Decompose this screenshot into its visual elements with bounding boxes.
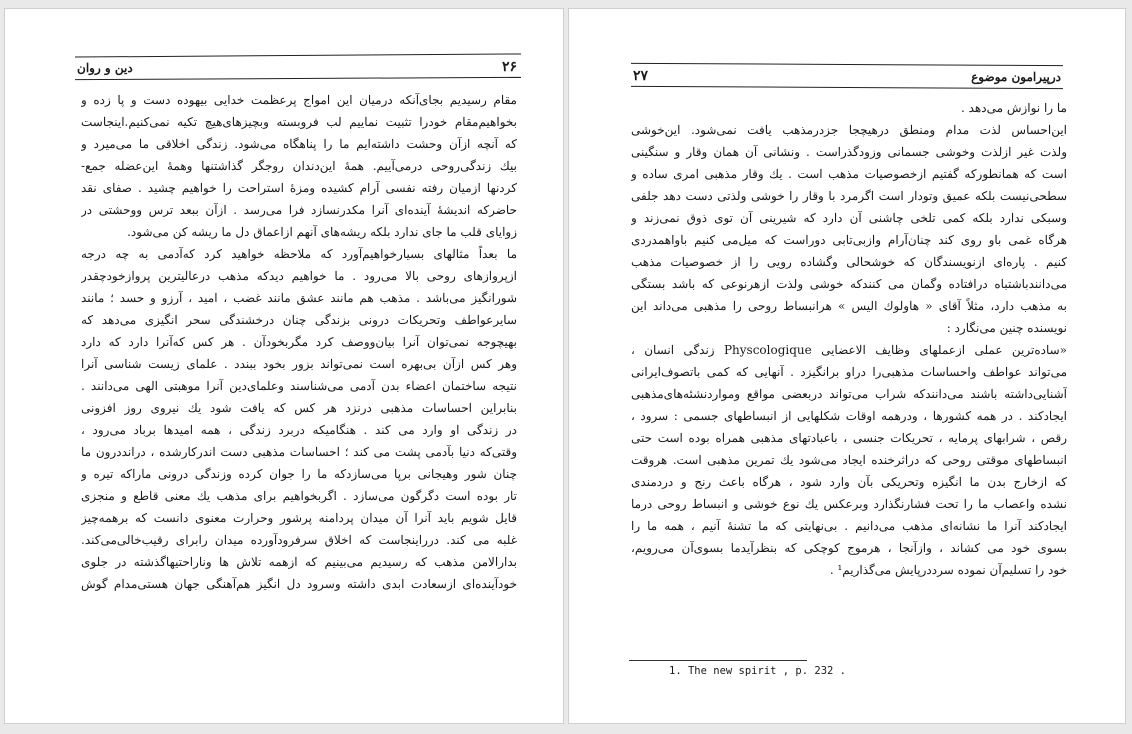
text-line: که ازخارج بدن ما انگیزه وتحریکی بآن وارد شود ، هرگاه باعث رنج و دردمندی <box>631 475 1067 489</box>
text-line: بهیچوجه نمی‌توان آنرا بیان‌ووصف کرد مگربخودآن . هر کس که‌آنرا دارد که دارد <box>81 335 517 349</box>
text-line: آشنایی‌داشته باشند می‌دانندکه شراب می‌تواند دربعضی مواقع ومواردنشئه‌های‌مذهبی <box>631 387 1067 401</box>
text-line: مقام رسیدیم بجای‌آنکه درمیان این امواج پرعظمت خدایی بیهوده دست و پا زده و <box>81 93 517 107</box>
text-line: «ساده‌ترین عملی ازعملهای وظایف الاعضایی Physcologique زندگی انسان ، <box>631 343 1067 357</box>
text-line: نتیجه ساختمان اعضاء بدن آدمی می‌شناسند وعلمای‌دین آنرا موهبتی الهی می‌دانند . <box>81 379 517 393</box>
text-line: وسبکی ندارد بلکه کمی تلخی چاشنی آن دارد که شیرینی آن توی ذوق نمی‌زند و <box>631 211 1067 225</box>
running-head <box>77 57 517 75</box>
text-line: نشده واعصاب ما را تحت فشارنگذارد وبرعکس یك نوع خوشی و انبساط روحی درما <box>631 497 1067 511</box>
running-head <box>633 66 1061 84</box>
text-line: انبساطهای موقتی روحی که درا‌ثرخنده ایجاد می‌شود یك تمرین مذهبی است. هروقت <box>631 453 1067 467</box>
text-line: ایجادکند آنرا ما نشانه‌ای مذهب می‌دانیم . بی‌نهایتی که ما تشنهٔ آنیم ، همه ما را <box>631 519 1067 533</box>
text-line: بخواهیم‌مقام خودرا تثبیت نماییم لب فروبسته وبچیزهای‌هیچ تکیه نمی‌کنیم.اینجاست <box>81 115 517 129</box>
text-line: هرگاه غمی باو روی کند چنان‌آرام وازبی‌تابی دوراست که میل‌می کنیم باواهمدردی <box>631 233 1067 247</box>
page-number: ۲۶ <box>501 59 517 75</box>
text-line: در زندگی او وارد می کند . هنگامیکه دربرد زندگی ، همه امیدها برباد می‌رود ، <box>81 423 517 437</box>
text-line: وهر کس ازآن بی‌بهره است نمی‌تواند بزور بخود ببندد . علمای زیست شناسی آنرا <box>81 357 517 371</box>
text-line: چنان شور وهیجانی برپا می‌سازدکه ما را جوان کرده وزندگی درونی ماراکه تیره و <box>81 467 517 481</box>
text-line: می‌دانندباشتباه درافتاده وگمان می کنندکه خوشی ولذت ازهرنوعی که باشد بستگی <box>631 277 1067 291</box>
text-line: ولذت غیر ازلذت وخوشی جسمانی وزودگذراست . ونشانی آن همان وقار و سنگینی <box>631 145 1067 159</box>
text-line: ایجادکند . در همه کشورها ، ودرهمه اوقات شکلهایی از انبساطهای جسمی : سرود ، <box>631 409 1067 423</box>
text-line: بیك زندگی‌روحی درمی‌آییم. همهٔ این‌دندان روجگر گذاشتنها وهمهٔ این‌عضله جمع- <box>81 159 517 173</box>
text-line: سایرعواطف وتحریکات درونی بزندگی چنان درخشندگی سحر انگیزی می‌دهد که <box>81 313 517 327</box>
text-line: کردنها ازمیان رفته نفسی آرام کشیده ومزهٔ استراحت را خواهیم چشید . صفای نقد <box>81 181 517 195</box>
text-line: است که همانطورکه گفتیم ازخصوصیات مذهب است . یك وقار مذهبی امری ساده و <box>631 167 1067 181</box>
page-number: ۲۷ <box>633 68 649 84</box>
page-body <box>631 97 1067 581</box>
text-line: حاضرکه اندیشهٔ آینده‌ای آنرا مکدرنسازد فرا می‌رسد . ازآن ببعد ترس ووحشتی در <box>81 203 517 217</box>
page-body <box>81 89 517 595</box>
text-line: وقتی‌که دنیا بآدمی پشت می کند ؛ احساسات مذهبی دست اندرکارشده ، درانددرون ما <box>81 445 517 459</box>
text-line: نویسنده چنین می‌نگارد : <box>946 321 1067 335</box>
text-line: بدارالامن مذهب که رسیدیم می‌بینیم که ازهمه تلاش ها وناراحتیها‌گذشته در جلوی <box>81 555 517 569</box>
text-line: خودآینده‌ای ازسعادت ابدی داشته وسرود دل انگیز هم‌آهنگی جهان هستی‌مدام گوش <box>81 577 517 591</box>
text-line: غلبه می کند. درراینجاست که اخلاق سرفرودآورده میدان رابرای رقیب‌خالی‌می‌کند. <box>81 533 517 547</box>
text-line: که آنچه ازآن وحشت داشته‌ایم ما را پناهگاه می‌شود. زندگی اخلاقی ما می‌میرد و <box>81 137 517 151</box>
text-line: بنابراین احساسات مذهبی درنزد هر کس که یافت شود یك نیروی روز افزونی <box>81 401 517 415</box>
text-line: این‌احساس لذت مدام ومنطق درهیچجا جزدرمذهب یافت نمی‌شود. این‌خوشی <box>631 123 1067 137</box>
text-line: کنیم . پاره‌ای ازنویسندگان که خوشحالی وگشاده رویی را از خصوصیات مذهب <box>631 255 1067 269</box>
text-line: می‌تواند عواطف واحساسات مذهبی‌را دراو برانگیزد . آنهایی که کمی باتصوف‌ایرانی <box>631 365 1067 379</box>
text-line: سطحی‌نیست بلکه عمیق وتودار است اگرمرد با وقار را خوشی ولذتی دست دهد جلفی <box>631 189 1067 203</box>
header-rule-bottom <box>75 77 521 80</box>
running-head-title: درپیرامون موضوع <box>971 70 1061 84</box>
running-head-title: دین و روان <box>77 61 133 75</box>
text-line: قایل شویم باید آنرا آن میدان پردامنه پرشور وحرارت معنوی دانست که برهمه‌چیز <box>81 511 517 525</box>
text-line: ما بعداً مثالهای بسیارخواهیم‌آورد که ملاحظه خواهید کرد که‌آدمی به چه درجه <box>81 247 517 261</box>
left-page <box>4 8 564 724</box>
header-rule-bottom <box>631 86 1063 89</box>
text-line: شورانگیز می‌باشد . مذهب هم مانند عشق مانند غضب ، امید ، آرزو و حسد ؛ مانند <box>81 291 517 305</box>
text-line: تار بوده است دگرگون می‌سازد . اگربخواهیم برای مذهب یك معنی قاطع و منجزی <box>81 489 517 503</box>
right-page <box>568 8 1126 724</box>
footnote: 1. The new spirit , p. 232 . <box>669 665 847 677</box>
text-line: بسوی خود می کشاند ، وازآنجا ، هرموج کوچکی که بنظرآیدما بسوی‌آن می‌رویم، <box>631 541 1067 555</box>
text-line: زوایای قلب ما جای ندارد بلکه ریشه‌های آنهم ازاعماق دل ما ریشه کن می‌شود. <box>127 225 517 239</box>
footnote-rule <box>629 660 807 661</box>
text-line: خود را تسلیم‌آن نموده سرددرپایش می‌گذاریم¹ . <box>829 563 1067 577</box>
text-line: رقص ، شرابهای پرمایه ، تحریکات جنسی ، باعبادتهای مذهبی همراه بوده است حتی <box>631 431 1067 445</box>
text-line: به مذهب دارد، مثلاً آقای « هاولوك الیس » هرانبساط روحی را مذهبی می‌داند این <box>631 299 1067 313</box>
text-line: ازپروازهای روحی بالا می‌رود . ما خواهیم دیدکه مذهب درعالیترین پروازخودچقدر <box>81 269 517 283</box>
text-line: ما را نوازش می‌دهد . <box>960 101 1067 115</box>
